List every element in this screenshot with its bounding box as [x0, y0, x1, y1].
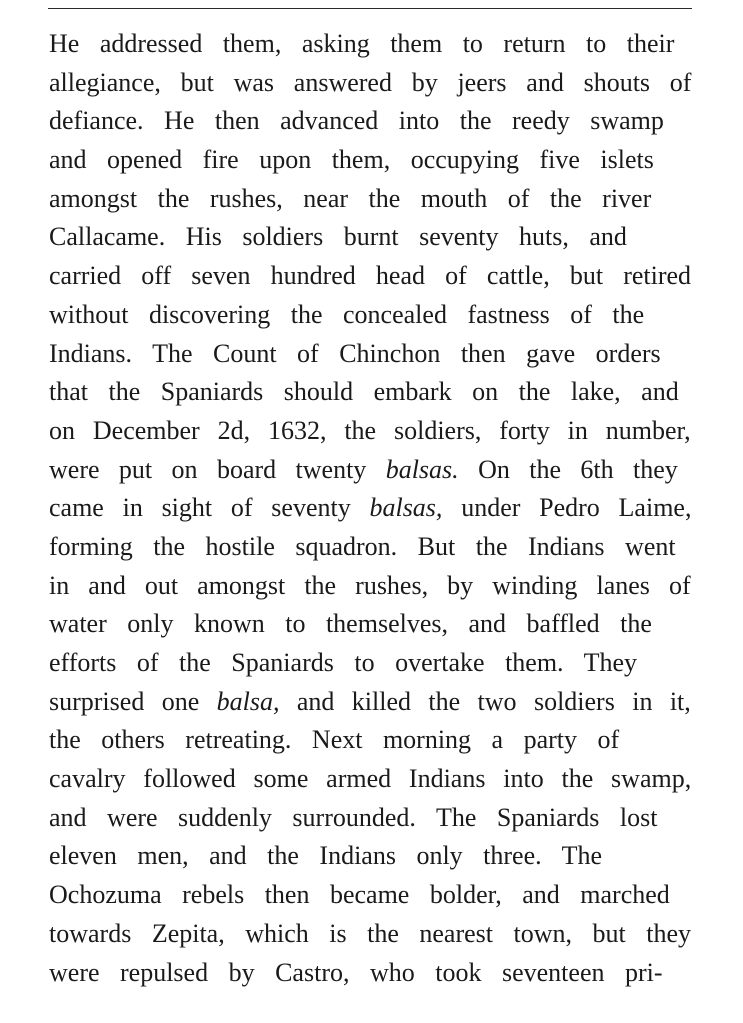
- italic-word: balsas.: [385, 454, 459, 484]
- text-segment: without discovering the concealed fastness of the: [49, 299, 645, 329]
- text-line: [49, 373, 691, 412]
- text-line: [49, 721, 691, 760]
- text-segment: efforts of the Spaniards to overtake them. They: [49, 648, 638, 677]
- text-line: [49, 257, 691, 296]
- text-segment: under Pedro Laime,: [442, 493, 692, 523]
- italic-word: balsas,: [369, 493, 443, 523]
- text-segment: on December 2d, 1632, the soldiers, forty in number,: [49, 415, 691, 445]
- text-line: [49, 799, 691, 838]
- text-line: [49, 141, 691, 180]
- text-segment: the others retreating. Next morning a party of: [49, 725, 620, 755]
- text-line: [49, 489, 691, 528]
- text-line: [49, 605, 691, 644]
- text-segment: were put on board twenty: [49, 454, 386, 484]
- text-line: [49, 760, 691, 799]
- text-segment: Ochozuma rebels then became bolder, and marched: [49, 880, 670, 910]
- text-line: [49, 218, 691, 257]
- text-segment: Callacame. His soldiers burnt seventy huts, and: [49, 222, 627, 252]
- text-line: [49, 683, 691, 722]
- text-segment: and opened fire upon them, occupying five islets: [49, 145, 654, 175]
- text-line: [49, 954, 691, 993]
- text-segment: were repulsed by Castro, who took seventeen pri-: [49, 957, 663, 987]
- text-segment: Indians. The Count of Chinchon then gave orders: [49, 338, 661, 368]
- text-segment: He addressed them, asking them to return to their: [49, 29, 675, 58]
- text-segment: allegiance, but was answered by jeers and shouts of: [49, 67, 692, 97]
- header-rule: [48, 8, 692, 9]
- text-segment: amongst the rushes, near the mouth of the river: [49, 183, 652, 213]
- text-segment: in and out amongst the rushes, by winding lanes of: [49, 570, 691, 600]
- text-segment: forming the hostile squadron. But the Indians went: [49, 531, 676, 561]
- text-line: [49, 837, 691, 876]
- text-line: [49, 412, 691, 451]
- text-segment: water only known to themselves, and baffled the: [49, 609, 652, 639]
- text-line: [49, 296, 691, 335]
- text-line: [49, 451, 691, 490]
- text-line: [49, 180, 691, 219]
- text-segment: defiance. He then advanced into the reedy swamp: [49, 106, 664, 136]
- text-segment: and killed the two soldiers in it,: [279, 686, 691, 716]
- text-line: [49, 528, 691, 567]
- text-line: [49, 102, 691, 141]
- text-segment: cavalry followed some armed Indians into the swamp,: [49, 764, 692, 794]
- text-segment: On the 6th they: [458, 454, 678, 484]
- text-line: [49, 335, 691, 374]
- text-segment: eleven men, and the Indians only three. The: [49, 841, 603, 871]
- text-segment: towards Zepita, which is the nearest town, but they: [49, 918, 691, 948]
- italic-word: balsa,: [216, 686, 280, 716]
- text-line: [49, 567, 691, 606]
- text-segment: came in sight of seventy: [49, 493, 370, 523]
- text-line: [49, 64, 691, 103]
- text-segment: and were suddenly surrounded. The Spaniards lost: [49, 802, 658, 832]
- text-line: [49, 915, 691, 954]
- text-segment: carried off seven hundred head of cattle, but retired: [49, 261, 692, 291]
- text-line: [49, 876, 691, 915]
- text-line: [49, 25, 691, 64]
- text-line: [49, 644, 691, 683]
- text-segment: surprised one: [49, 686, 217, 716]
- body-text: [49, 25, 691, 992]
- text-segment: that the Spaniards should embark on the lake, and: [49, 377, 679, 407]
